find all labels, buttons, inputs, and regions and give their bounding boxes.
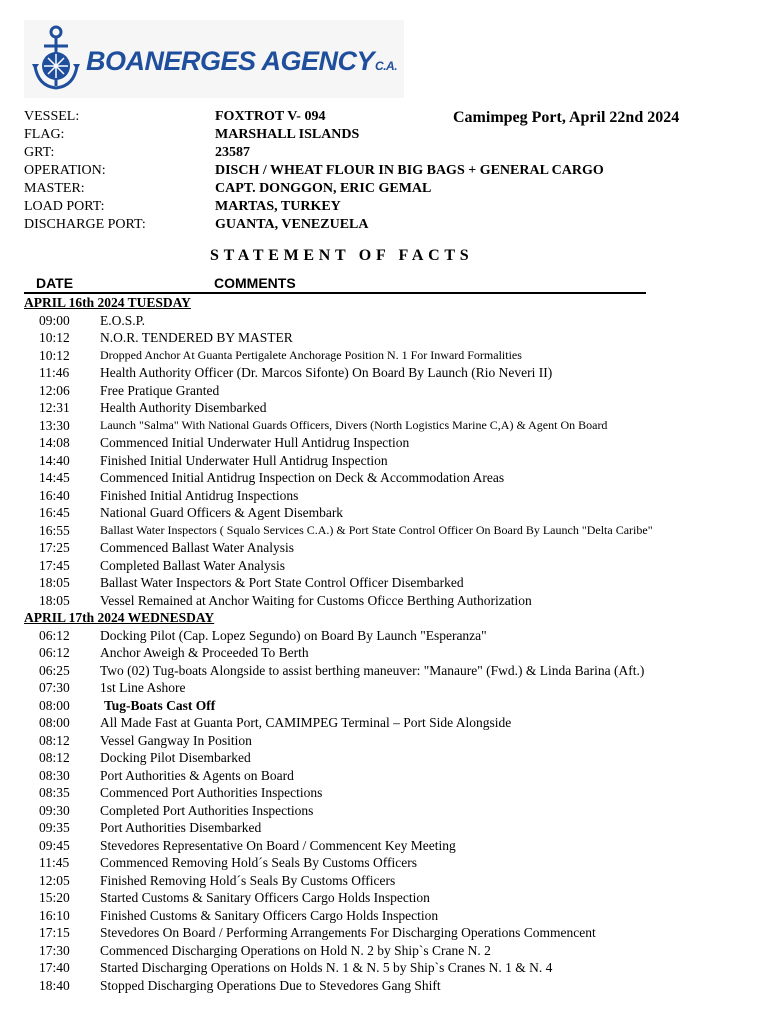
log-entry (24, 714, 764, 732)
log-entry (24, 819, 764, 837)
comments-column-header: COMMENTS (214, 275, 296, 291)
entry-time: 17:30 (39, 942, 70, 958)
entry-text: Launch "Salma" With National Guards Officers, Divers (North Logistics Marine C,A) & Agent On Board (100, 417, 608, 432)
entry-text: N.O.R. TENDERED BY MASTER (100, 330, 293, 345)
entry-text: Finished Initial Underwater Hull Antidrug Inspection (100, 452, 388, 468)
day-heading: APRIL 17th 2024 WEDNESDAY (24, 610, 215, 625)
entry-text: Ballast Water Inspectors ( Squalo Services C.A.) & Port State Control Officer On Board By Launch "Delta Caribe" (100, 522, 653, 537)
log-entry (24, 732, 764, 750)
entry-text: Vessel Gangway In Position (100, 732, 252, 748)
log-entry (24, 329, 764, 347)
company-logo (24, 20, 404, 98)
vessel-info (24, 109, 744, 235)
info-label: DISCHARGE PORT: (24, 217, 146, 232)
log-entry (24, 907, 764, 925)
entry-text: Docking Pilot Disembarked (100, 750, 251, 765)
entry-text: Started Discharging Operations on Holds N. 1 & N. 5 by Ship`s Cranes N. 1 & N. 4 (100, 960, 553, 975)
entry-text: Commenced Initial Antidrug Inspection on Deck & Accommodation Areas (100, 470, 505, 485)
entry-time: 10:12 (39, 330, 70, 345)
anchor-compass-icon (30, 24, 82, 94)
info-value: MARTAS, TURKEY (215, 199, 341, 214)
log-entry (24, 434, 764, 452)
entry-text: Finished Initial Antidrug Inspections (100, 487, 299, 503)
entry-time: 12:31 (39, 400, 70, 415)
entry-time: 14:40 (39, 452, 70, 468)
log-entry (24, 574, 764, 592)
entry-time: 18:05 (39, 592, 70, 608)
entry-time: 07:30 (39, 680, 70, 695)
info-value: GUANTA, VENEZUELA (215, 217, 369, 232)
entry-text: Stevedores Representative On Board / Commencent Key Meeting (100, 837, 456, 853)
entry-time: 12:05 (39, 872, 70, 888)
entry-time: 09:00 (39, 312, 70, 328)
log-entry (24, 504, 764, 522)
entry-time: 08:30 (39, 767, 70, 783)
entry-time: 11:46 (39, 365, 70, 380)
entry-text: Free Pratique Granted (100, 382, 220, 398)
log-entry (24, 854, 764, 872)
log-entry (24, 679, 764, 697)
entry-text: Health Authority Officer (Dr. Marcos Sifonte) On Board By Launch (Rio Neveri II) (100, 365, 553, 380)
facts-log (24, 294, 764, 994)
info-label: GRT: (24, 145, 55, 160)
log-entry (24, 767, 764, 785)
entry-time: 06:12 (39, 627, 70, 643)
entry-text: Commenced Port Authorities Inspections (100, 785, 323, 800)
entry-time: 08:12 (39, 732, 70, 748)
entry-time: 09:45 (39, 837, 70, 853)
log-entry (24, 662, 764, 680)
entry-text: Docking Pilot (Cap. Lopez Segundo) on Board By Launch "Esperanza" (100, 627, 487, 643)
entry-text: Commenced Discharging Operations on Hold N. 2 by Ship`s Crane N. 2 (100, 942, 491, 958)
entry-time: 18:05 (39, 575, 70, 590)
info-value: FOXTROT V- 094 (215, 109, 326, 124)
entry-time: 12:06 (39, 382, 70, 398)
entry-text: Commenced Removing Hold´s Seals By Customs Officers (100, 855, 417, 870)
log-entry (24, 522, 764, 540)
log-entry (24, 627, 764, 645)
log-entry (24, 469, 764, 487)
place-date: Camimpeg Port, April 22nd 2024 (453, 109, 680, 126)
entry-time: 17:40 (39, 960, 70, 975)
document-title: STATEMENT OF FACTS (210, 247, 474, 264)
entry-text: Completed Ballast Water Analysis (100, 557, 286, 573)
info-value: DISCH / WHEAT FLOUR IN BIG BAGS + GENERAL CARGO (215, 163, 604, 178)
entry-time: 17:45 (39, 557, 70, 573)
log-entry (24, 749, 764, 767)
company-name (86, 46, 397, 77)
entry-text: Started Customs & Sanitary Officers Cargo Holds Inspection (100, 890, 430, 905)
entry-text: E.O.S.P. (100, 312, 146, 328)
entry-text: Finished Removing Hold´s Seals By Customs Officers (100, 872, 396, 888)
entry-time: 13:30 (39, 417, 70, 433)
log-entry (24, 977, 764, 995)
entry-time: 08:00 (39, 715, 70, 730)
entry-time: 16:55 (39, 522, 70, 538)
entry-time: 15:20 (39, 890, 70, 905)
info-row (24, 163, 744, 181)
company-suffix: C.A. (375, 59, 398, 73)
entry-text: Dropped Anchor At Guanta Pertigalete Anchorage Position N. 1 For Inward Formalities (100, 347, 522, 362)
entry-text: Finished Customs & Sanitary Officers Cargo Holds Inspection (100, 907, 439, 923)
log-entry (24, 837, 764, 855)
entry-time: 17:15 (39, 925, 70, 940)
info-label: VESSEL: (24, 109, 80, 124)
entry-time: 08:00 (39, 697, 70, 713)
log-entry (24, 399, 764, 417)
entry-time: 08:35 (39, 785, 70, 800)
log-entry (24, 557, 764, 575)
log-entry (24, 802, 764, 820)
entry-text: Commenced Initial Underwater Hull Antidrug Inspection (100, 435, 410, 450)
info-value: 23587 (215, 145, 250, 160)
date-column-header: DATE (36, 275, 74, 291)
log-entry (24, 364, 764, 382)
entry-time: 17:25 (39, 540, 70, 555)
entry-time: 06:25 (39, 662, 70, 678)
info-value: MARSHALL ISLANDS (215, 127, 360, 142)
entry-time: 10:12 (39, 347, 70, 363)
entry-time: 14:45 (39, 470, 70, 485)
entry-text: Commenced Ballast Water Analysis (100, 540, 295, 555)
info-label: LOAD PORT: (24, 199, 105, 214)
info-row (24, 145, 744, 163)
info-label: FLAG: (24, 127, 65, 142)
log-entry (24, 592, 764, 610)
entry-time: 16:40 (39, 487, 70, 503)
log-entry (24, 784, 764, 802)
entry-time: 16:10 (39, 907, 70, 923)
log-entry (24, 644, 764, 662)
log-entry (24, 452, 764, 470)
entry-text: Port Authorities & Agents on Board (100, 767, 294, 783)
entry-text: Ballast Water Inspectors & Port State Control Officer Disembarked (100, 575, 464, 590)
entry-text: Anchor Aweigh & Proceeded To Berth (100, 645, 309, 660)
info-label: MASTER: (24, 181, 85, 196)
entry-text: 1st Line Ashore (100, 680, 186, 695)
info-row (24, 181, 744, 199)
entry-text: Vessel Remained at Anchor Waiting for Customs Oficce Berthing Authorization (100, 592, 532, 608)
log-entry (24, 347, 764, 365)
log-entry (24, 959, 764, 977)
log-entry (24, 382, 764, 400)
day-heading: APRIL 16th 2024 TUESDAY (24, 295, 191, 310)
log-entry (24, 312, 764, 330)
entry-time: 08:12 (39, 750, 70, 765)
entry-time: 09:30 (39, 802, 70, 818)
entry-text: All Made Fast at Guanta Port, CAMIMPEG Terminal – Port Side Alongside (100, 715, 512, 730)
log-entry (24, 487, 764, 505)
log-entry (24, 872, 764, 890)
log-entry (24, 889, 764, 907)
entry-text: Stevedores On Board / Performing Arrangements For Discharging Operations Commencent (100, 925, 596, 940)
log-entry (24, 924, 764, 942)
entry-time: 14:08 (39, 435, 70, 450)
entry-text: Port Authorities Disembarked (100, 820, 262, 835)
info-label: OPERATION: (24, 163, 106, 178)
info-row (24, 127, 744, 145)
entry-text: Tug-Boats Cast Off (104, 697, 216, 713)
entry-time: 09:35 (39, 820, 70, 835)
entry-text: Completed Port Authorities Inspections (100, 802, 314, 818)
info-row (24, 199, 744, 217)
log-entry (24, 942, 764, 960)
entry-time: 11:45 (39, 855, 70, 870)
entry-text: Two (02) Tug-boats Alongside to assist berthing maneuver: "Manaure" (Fwd.) & Linda Barina (Aft.) (100, 662, 645, 678)
log-entry (24, 417, 764, 435)
log-entry (24, 539, 764, 557)
info-row (24, 109, 744, 127)
entry-text: Stopped Discharging Operations Due to Stevedores Gang Shift (100, 977, 441, 993)
entry-time: 16:45 (39, 505, 70, 520)
entry-time: 06:12 (39, 645, 70, 660)
company-name-text: BOANERGES AGENCY (86, 46, 375, 76)
entry-time: 18:40 (39, 977, 70, 993)
log-entry (24, 697, 764, 715)
entry-text: Health Authority Disembarked (100, 400, 267, 415)
entry-text: National Guard Officers & Agent Disembark (100, 505, 344, 520)
info-row (24, 217, 744, 235)
info-value: CAPT. DONGGON, ERIC GEMAL (215, 181, 432, 196)
